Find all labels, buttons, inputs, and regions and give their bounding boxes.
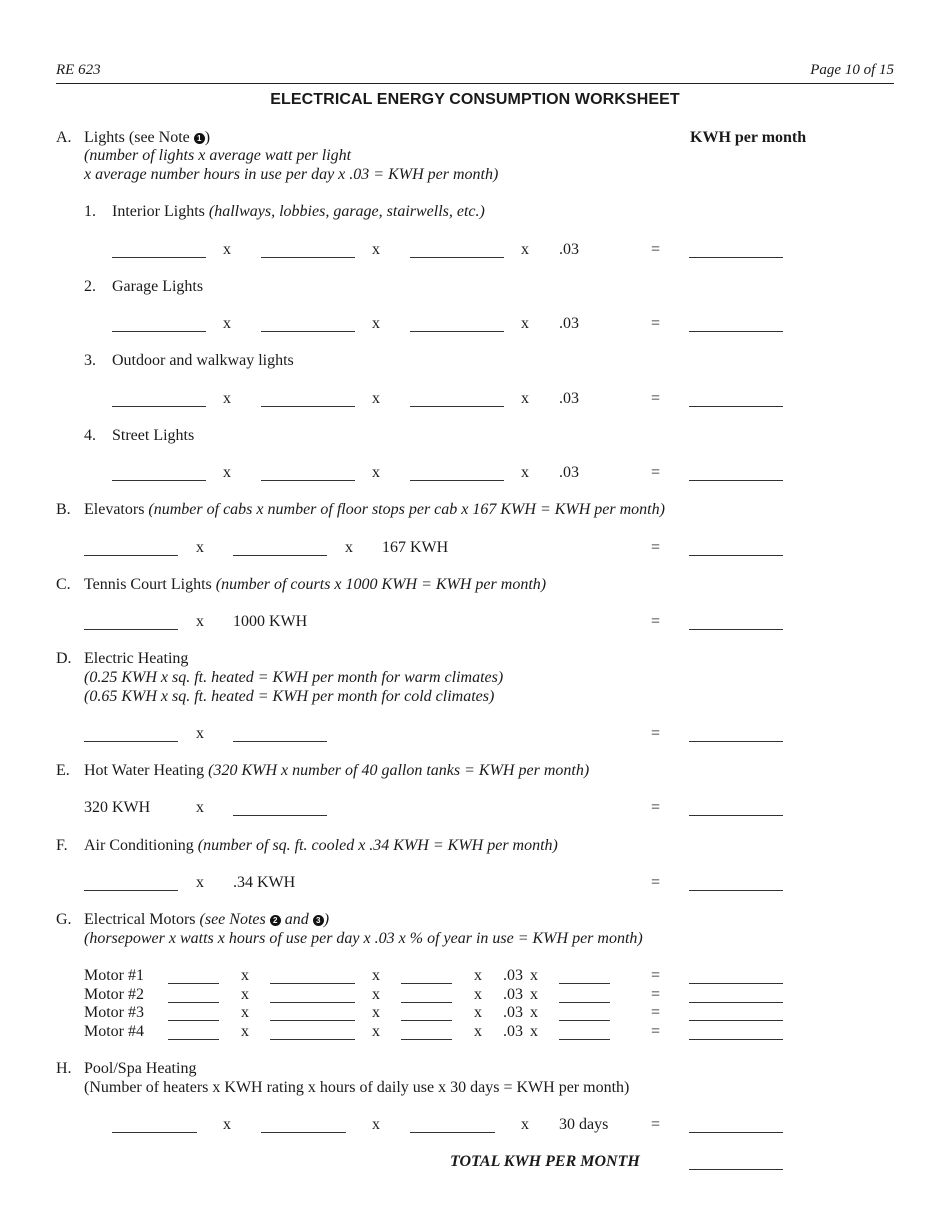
multiply-sign: x	[474, 967, 482, 984]
item-number: 4.	[84, 427, 96, 444]
motor-1-percent-field[interactable]	[559, 983, 610, 984]
multiply-sign: x	[223, 241, 231, 258]
ac-sqft-field[interactable]	[84, 890, 178, 891]
motor-label: Motor #4	[84, 1023, 144, 1040]
equals-sign: =	[651, 986, 661, 1003]
motor-4-percent-field[interactable]	[559, 1039, 610, 1040]
street-lights-count-field[interactable]	[112, 480, 206, 481]
equals-sign: =	[651, 315, 661, 332]
garage-lights-kwh-field[interactable]	[689, 331, 783, 332]
multiply-sign: x	[241, 967, 249, 984]
motor-1-kwh-field[interactable]	[689, 983, 783, 984]
pool-hours-field[interactable]	[410, 1132, 495, 1133]
section-h-label: Pool/Spa Heating	[84, 1060, 197, 1077]
pool-kwh-field[interactable]	[689, 1132, 783, 1133]
multiply-sign: x	[223, 390, 231, 407]
section-a-letter: A.	[56, 129, 72, 146]
pool-kwh-rating-field[interactable]	[261, 1132, 346, 1133]
heating-rate-field[interactable]	[84, 741, 178, 742]
street-lights-hours-field[interactable]	[410, 480, 504, 481]
section-d-label: Electric Heating	[84, 650, 189, 667]
motor-2-hours-field[interactable]	[401, 1002, 452, 1003]
outdoor-lights-watts-field[interactable]	[261, 406, 355, 407]
multiply-sign: x	[530, 1023, 538, 1040]
tennis-kwh-field[interactable]	[689, 629, 783, 630]
motor-1-watts-field[interactable]	[270, 983, 355, 984]
multiply-sign: x	[521, 1116, 529, 1133]
section-d-desc-1: (0.25 KWH x sq. ft. heated = KWH per month for warm climates)	[84, 669, 504, 686]
equals-sign: =	[651, 1116, 661, 1133]
garage-lights-count-field[interactable]	[112, 331, 206, 332]
section-f-label: Air Conditioning (number of sq. ft. cooled x .34 KWH = KWH per month)	[84, 837, 558, 854]
section-g-letter: G.	[56, 911, 72, 928]
multiply-sign: x	[474, 986, 482, 1003]
factor-value: .03	[559, 315, 579, 332]
motor-label: Motor #2	[84, 986, 144, 1003]
multiply-sign: x	[196, 725, 204, 742]
motor-3-percent-field[interactable]	[559, 1020, 610, 1021]
outdoor-lights-label: Outdoor and walkway lights	[112, 352, 294, 369]
header-rule	[56, 83, 894, 84]
page-number: Page 10 of 15	[810, 62, 894, 78]
street-lights-watts-field[interactable]	[261, 480, 355, 481]
section-g-desc: (horsepower x watts x hours of use per day x .03 x % of year in use = KWH per month)	[84, 930, 643, 947]
multiply-sign: x	[521, 241, 529, 258]
section-h-letter: H.	[56, 1060, 72, 1077]
equals-sign: =	[651, 967, 661, 984]
multiply-sign: x	[372, 1004, 380, 1021]
motor-4-kwh-field[interactable]	[689, 1039, 783, 1040]
tennis-constant: 1000 KWH	[233, 613, 308, 630]
item-number: 3.	[84, 352, 96, 369]
multiply-sign: x	[223, 1116, 231, 1133]
hot-water-kwh-field[interactable]	[689, 815, 783, 816]
motor-2-percent-field[interactable]	[559, 1002, 610, 1003]
section-b-label: Elevators (number of cabs x number of floor stops per cab x 167 KWH = KWH per month)	[84, 501, 665, 518]
note-2-icon: 2	[270, 915, 281, 926]
equals-sign: =	[651, 1023, 661, 1040]
equals-sign: =	[651, 874, 661, 891]
section-d-letter: D.	[56, 650, 72, 667]
motor-label: Motor #3	[84, 1004, 144, 1021]
section-e-label: Hot Water Heating (320 KWH x number of 40 gallon tanks = KWH per month)	[84, 762, 590, 779]
outdoor-lights-hours-field[interactable]	[410, 406, 504, 407]
multiply-sign: x	[474, 1004, 482, 1021]
motor-4-watts-field[interactable]	[270, 1039, 355, 1040]
ac-constant: .34 KWH	[233, 874, 296, 891]
section-f-letter: F.	[56, 837, 68, 854]
section-g-label: Electrical Motors (see Notes 2 and 3 )	[84, 911, 330, 928]
note-1-icon: 1	[194, 133, 205, 144]
section-d-desc-2: (0.65 KWH x sq. ft. heated = KWH per month for cold climates)	[84, 688, 495, 705]
form-id: RE 623	[56, 62, 101, 78]
multiply-sign: x	[372, 241, 380, 258]
equals-sign: =	[651, 799, 661, 816]
multiply-sign: x	[521, 315, 529, 332]
motor-4-hp-field[interactable]	[168, 1039, 219, 1040]
multiply-sign: x	[521, 390, 529, 407]
factor-value: .03	[503, 967, 523, 984]
item-number: 1.	[84, 203, 96, 220]
section-c-label: Tennis Court Lights (number of courts x 1000 KWH = KWH per month)	[84, 576, 547, 593]
equals-sign: =	[651, 1004, 661, 1021]
motor-1-hp-field[interactable]	[168, 983, 219, 984]
equals-sign: =	[651, 464, 661, 481]
elevator-kwh-field[interactable]	[689, 555, 783, 556]
multiply-sign: x	[241, 986, 249, 1003]
multiply-sign: x	[372, 315, 380, 332]
multiply-sign: x	[241, 1004, 249, 1021]
street-lights-kwh-field[interactable]	[689, 480, 783, 481]
multiply-sign: x	[530, 1004, 538, 1021]
multiply-sign: x	[196, 874, 204, 891]
multiply-sign: x	[196, 799, 204, 816]
motor-3-kwh-field[interactable]	[689, 1020, 783, 1021]
outdoor-lights-count-field[interactable]	[112, 406, 206, 407]
multiply-sign: x	[530, 967, 538, 984]
equals-sign: =	[651, 539, 661, 556]
motor-3-hours-field[interactable]	[401, 1020, 452, 1021]
motor-3-hp-field[interactable]	[168, 1020, 219, 1021]
factor-value: .03	[559, 390, 579, 407]
motor-1-hours-field[interactable]	[401, 983, 452, 984]
section-e-letter: E.	[56, 762, 70, 779]
elevator-stops-field[interactable]	[233, 555, 327, 556]
multiply-sign: x	[530, 986, 538, 1003]
total-kwh-field[interactable]	[689, 1169, 783, 1170]
kwh-column-heading: KWH per month	[690, 129, 807, 146]
equals-sign: =	[651, 613, 661, 630]
ac-kwh-field[interactable]	[689, 890, 783, 891]
motor-label: Motor #1	[84, 967, 144, 984]
section-a-desc-2: x average number hours in use per day x .03 = KWH per month)	[84, 166, 499, 183]
multiply-sign: x	[223, 315, 231, 332]
multiply-sign: x	[372, 1116, 380, 1133]
interior-lights-label: Interior Lights (hallways, lobbies, garage, stairwells, etc.)	[112, 203, 485, 220]
garage-lights-watts-field[interactable]	[261, 331, 355, 332]
section-c-letter: C.	[56, 576, 71, 593]
factor-value: .03	[503, 986, 523, 1003]
multiply-sign: x	[474, 1023, 482, 1040]
multiply-sign: x	[223, 464, 231, 481]
tennis-courts-field[interactable]	[84, 629, 178, 630]
hot-water-constant: 320 KWH	[84, 799, 151, 816]
factor-value: .03	[559, 241, 579, 258]
multiply-sign: x	[372, 390, 380, 407]
hot-water-tanks-field[interactable]	[233, 815, 327, 816]
multiply-sign: x	[372, 967, 380, 984]
page-title: ELECTRICAL ENERGY CONSUMPTION WORKSHEET	[270, 91, 680, 108]
equals-sign: =	[651, 390, 661, 407]
motor-2-kwh-field[interactable]	[689, 1002, 783, 1003]
equals-sign: =	[651, 725, 661, 742]
interior-lights-watts-field[interactable]	[261, 257, 355, 258]
note-3-icon: 3	[313, 915, 324, 926]
garage-lights-hours-field[interactable]	[410, 331, 504, 332]
factor-value: .03	[503, 1004, 523, 1021]
garage-lights-label: Garage Lights	[112, 278, 204, 295]
item-number: 2.	[84, 278, 96, 295]
multiply-sign: x	[372, 464, 380, 481]
multiply-sign: x	[372, 1023, 380, 1040]
section-a-desc-1: (number of lights x average watt per light	[84, 147, 352, 164]
factor-value: .03	[503, 1023, 523, 1040]
section-b-letter: B.	[56, 501, 71, 518]
factor-value: .03	[559, 464, 579, 481]
multiply-sign: x	[345, 539, 353, 556]
total-label: TOTAL KWH PER MONTH	[450, 1153, 640, 1170]
interior-lights-count-field[interactable]	[112, 257, 206, 258]
pool-heaters-field[interactable]	[112, 1132, 197, 1133]
equals-sign: =	[651, 241, 661, 258]
elevator-cabs-field[interactable]	[84, 555, 178, 556]
motor-3-watts-field[interactable]	[270, 1020, 355, 1021]
multiply-sign: x	[196, 613, 204, 630]
elevator-constant: 167 KWH	[382, 539, 449, 556]
multiply-sign: x	[241, 1023, 249, 1040]
multiply-sign: x	[521, 464, 529, 481]
section-a-label: Lights (see Note 1 )	[84, 129, 211, 146]
section-h-desc: (Number of heaters x KWH rating x hours of daily use x 30 days = KWH per month)	[84, 1079, 630, 1096]
heating-kwh-field[interactable]	[689, 741, 783, 742]
multiply-sign: x	[372, 986, 380, 1003]
outdoor-lights-kwh-field[interactable]	[689, 406, 783, 407]
motor-2-watts-field[interactable]	[270, 1002, 355, 1003]
motor-2-hp-field[interactable]	[168, 1002, 219, 1003]
motor-4-hours-field[interactable]	[401, 1039, 452, 1040]
street-lights-label: Street Lights	[112, 427, 195, 444]
multiply-sign: x	[196, 539, 204, 556]
pool-days-constant: 30 days	[559, 1116, 609, 1133]
interior-lights-hours-field[interactable]	[410, 257, 504, 258]
heating-sqft-field[interactable]	[233, 741, 327, 742]
interior-lights-kwh-field[interactable]	[689, 257, 783, 258]
